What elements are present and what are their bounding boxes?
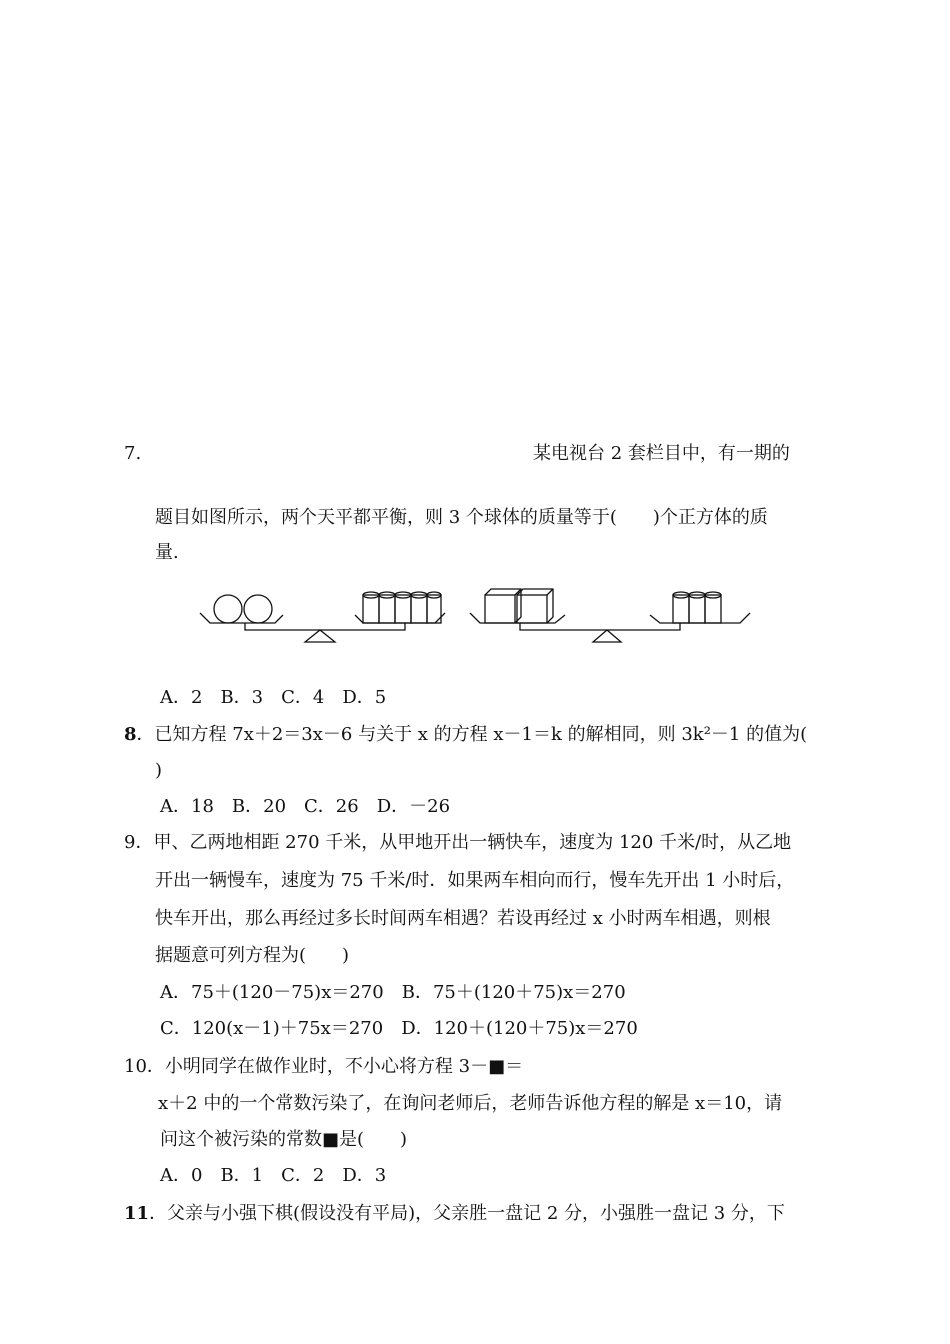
q10-line-2: x＋2 中的一个常数污染了，在询问老师后，老师告诉他方程的解是 x＝10，请 (158, 1093, 783, 1114)
q8-line-2: ) (155, 760, 163, 781)
q8-line-1 (124, 723, 807, 747)
cylinders-group-left-scale (363, 592, 441, 623)
q7-line-2: 题目如图所示，两个天平都平衡，则 3 个球体的质量等于( )个正方体的质 (155, 507, 768, 528)
sphere-2 (244, 595, 272, 623)
q8-number: 8 (124, 724, 137, 745)
balance-scales-figure (195, 585, 755, 655)
sphere-1 (214, 595, 242, 623)
q9-text-1: ．甲、乙两地相距 270 千米，从甲地开出一辆快车，速度为 120 千米/时，从乙地 (135, 832, 792, 853)
q11-line-1 (124, 1202, 785, 1226)
q7-line-3: 量. (155, 542, 179, 563)
q8-options: A．18 B．20 C．26 D．－26 (160, 796, 451, 817)
q11-number: 11 (124, 1203, 150, 1224)
cylinders-group-right-scale (673, 592, 721, 623)
q9-number: 9 (124, 832, 136, 853)
q11-text-1: ．父亲与小强下棋(假设没有平局)，父亲胜一盘记 2 分，小强胜一盘记 3 分，下 (149, 1203, 785, 1224)
q9-line-3: 快车开出，那么再经过多长时间两车相遇？若设再经过 x 小时两车相遇，则根 (155, 908, 771, 929)
q7-line-1: 某电视台 2 套栏目中，有一期的 (533, 443, 790, 464)
q9-options-ab: A．75＋(120－75)x＝270 B．75＋(120＋75)x＝270 (160, 982, 626, 1003)
q9-line-4: 据题意可列方程为( ) (155, 945, 350, 966)
q9-line-1 (124, 831, 791, 855)
q10-line-1 (124, 1055, 523, 1079)
right-balance-scale (470, 589, 750, 642)
q10-text-1: ．小明同学在做作业时，不小心将方程 3－■＝ (146, 1056, 524, 1077)
q10-number: 10 (124, 1056, 147, 1077)
q9-line-2: 开出一辆慢车，速度为 75 千米/时．如果两车相向而行，慢车先开出 1 小时后， (155, 870, 795, 891)
q7-options: A．2 B．3 C．4 D．5 (160, 687, 387, 708)
q7-number: 7. (124, 443, 142, 464)
balance-scales-illustration (195, 585, 755, 655)
q10-options: A．0 B．1 C．2 D．3 (160, 1165, 387, 1186)
left-balance-scale (200, 592, 445, 642)
q8-text-1: ．已知方程 7x＋2＝3x－6 与关于 x 的方程 x－1＝k 的解相同，则 3k²－1 的值为( (136, 724, 808, 745)
q9-options-cd: C．120(x－1)＋75x＝270 D．120＋(120＋75)x＝270 (160, 1018, 638, 1039)
cubes-group (485, 589, 553, 623)
q10-line-3: 问这个被污染的常数■是( ) (160, 1129, 408, 1150)
